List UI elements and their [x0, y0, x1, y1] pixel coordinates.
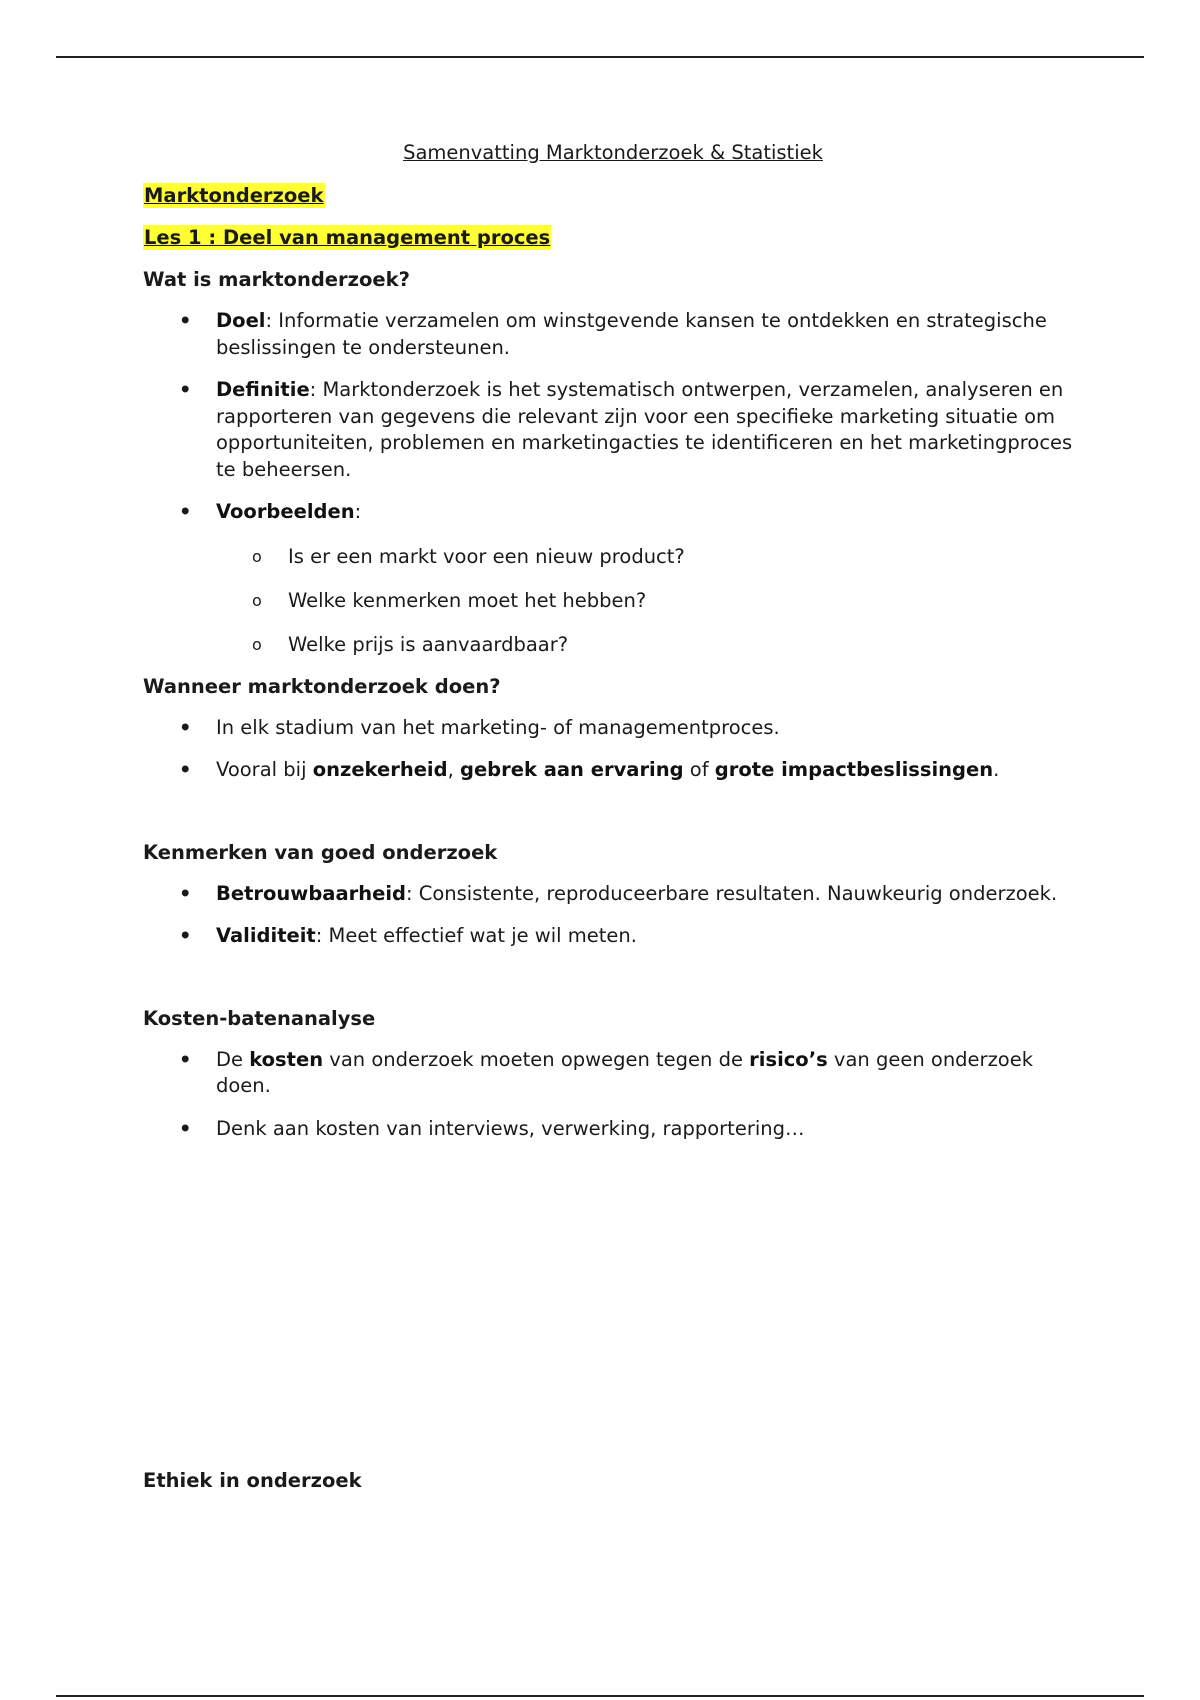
heading-kenmerken: Kenmerken van goed onderzoek: [143, 840, 498, 864]
bullet-icon: •: [179, 1116, 192, 1140]
term-definitie: Definitie: [216, 378, 310, 401]
sublist-voorbeelden: [216, 544, 1083, 658]
document-title: Samenvatting Marktonderzoek & Statistiek: [403, 141, 823, 164]
page-bottom-rule: [56, 1695, 1144, 1697]
text-opwegen: van onderzoek moeten opwegen tegen de: [323, 1047, 750, 1071]
list-kosten: [143, 1047, 1083, 1143]
text-doel: : Informatie verzamelen om winstgevende kansen te ontdekken en strategische beslissingen te ondersteunen.: [216, 309, 1047, 359]
term-kosten: kosten: [249, 1047, 324, 1071]
bullet-icon: •: [179, 1047, 192, 1071]
text-sep-2: of: [683, 758, 715, 781]
bullet-icon: •: [179, 500, 192, 523]
text-de: De: [216, 1047, 250, 1071]
text-validiteit: : Meet effectief wat je wil meten.: [315, 924, 637, 947]
list-item-onzekerheid: [143, 757, 1083, 784]
bullet-icon: •: [179, 881, 192, 905]
term-doel: Doel: [216, 309, 266, 332]
heading-ethiek: Ethiek in onderzoek: [143, 1469, 362, 1492]
circle-bullet-icon: o: [252, 546, 262, 566]
list-item-betrouwbaarheid: [143, 881, 1083, 908]
heading-wanneer: Wanneer marktonderzoek doen?: [143, 674, 501, 698]
bullet-icon: •: [179, 715, 192, 739]
list-item-doel: [143, 308, 1083, 361]
list-item-denk-aan-kosten: [143, 1116, 1083, 1143]
bullet-icon: •: [179, 309, 192, 332]
term-validiteit: Validiteit: [216, 924, 316, 947]
sublist-item: [216, 588, 1083, 614]
sublist-item-text: Welke kenmerken moet het hebben?: [288, 588, 647, 612]
sublist-item: [216, 544, 1083, 570]
bullet-icon: •: [179, 378, 192, 401]
list-item-voorbeelden: [143, 499, 1083, 658]
text-sep-1: ,: [447, 758, 460, 781]
text-vooral-bij: Vooral bij: [216, 758, 313, 781]
list-item-kosten-risicos: [143, 1047, 1083, 1100]
sublist-item-text: Welke prijs is aanvaardbaar?: [288, 632, 569, 656]
list-kenmerken: [143, 881, 1083, 950]
heading-kosten-batenanalyse: Kosten-batenanalyse: [143, 1006, 376, 1030]
text-betrouwbaarheid: : Consistente, reproduceerbare resultaten. Nauwkeurig onderzoek.: [405, 881, 1058, 905]
list-item-definitie: [143, 377, 1083, 483]
main-section-heading: Marktonderzoek: [144, 184, 324, 207]
term-betrouwbaarheid: Betrouwbaarheid: [216, 881, 406, 905]
list-item-stadium: [143, 715, 1083, 742]
circle-bullet-icon: o: [252, 590, 262, 610]
document-body: [143, 140, 1083, 1509]
term-risicos: risico’s: [749, 1047, 828, 1071]
sublist-item-text: Is er een markt voor een nieuw product?: [288, 544, 685, 568]
circle-bullet-icon: o: [252, 634, 262, 654]
spacer: [143, 800, 1083, 840]
page-top-rule: [56, 56, 1144, 58]
term-gebrek-aan-ervaring: gebrek aan ervaring: [460, 758, 684, 781]
text-geen-onderzoek: van geen onderzoek doen.: [216, 1047, 1034, 1097]
lesson-heading-wrap: [143, 225, 1083, 251]
list-item-validiteit: [143, 923, 1083, 950]
text-stadium: In elk stadium van het marketing- of managementproces.: [216, 715, 780, 739]
lesson-heading: Les 1 : Deel van management proces: [144, 226, 551, 249]
bullet-icon: •: [179, 924, 192, 947]
text-period: .: [993, 758, 1000, 781]
bullet-icon: •: [179, 758, 192, 781]
spacer: [143, 1158, 1083, 1468]
term-voorbeelden: Voorbeelden: [216, 500, 355, 523]
text-definitie: : Marktonderzoek is het systematisch ontwerpen, verzamelen, analyseren en rapporteren van gegevens die relevant zijn voor een specifieke marketing situatie om opportuniteiten, problemen en marketingacties te identificeren en het marketingproces te beheersen.: [216, 378, 1073, 481]
list-wat-is-marktonderzoek: [143, 308, 1083, 658]
sublist-item: [216, 632, 1083, 658]
text-denk-aan-kosten: Denk aan kosten van interviews, verwerking, rapportering…: [216, 1116, 805, 1140]
main-section-heading-wrap: [143, 183, 1083, 209]
text-voorbeelden: :: [354, 500, 362, 523]
list-wanneer: [143, 715, 1083, 784]
term-onzekerheid: onzekerheid: [312, 758, 448, 781]
heading-wat-is-marktonderzoek: Wat is marktonderzoek?: [143, 268, 410, 291]
term-grote-impactbeslissingen: grote impactbeslissingen: [714, 758, 994, 781]
spacer: [143, 966, 1083, 1006]
